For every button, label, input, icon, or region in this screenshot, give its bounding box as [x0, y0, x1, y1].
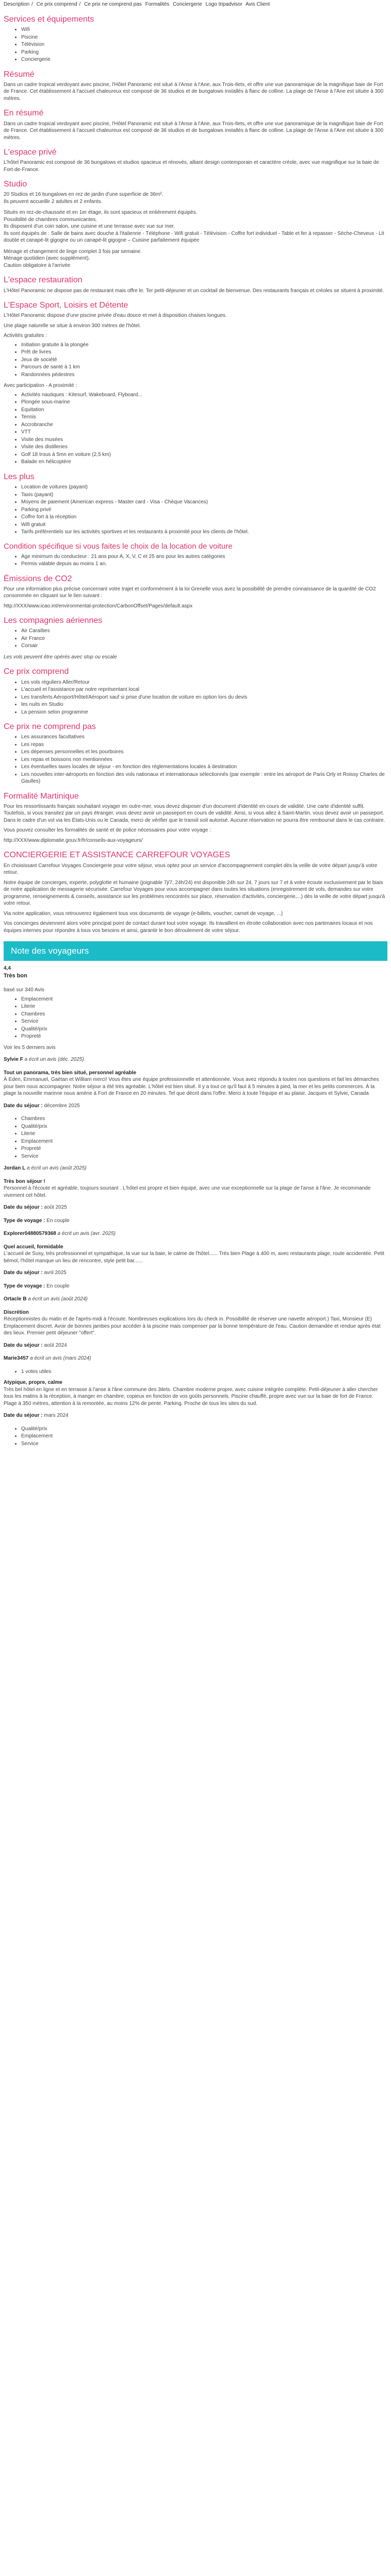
activite-item: • Balade en hélicoptère — [21, 459, 387, 466]
comprend-item: • Les transferts Aéroport/Hôtel/Aéroport sauf si prise d'une location de voiture en option lors du devis — [21, 694, 387, 701]
review-card — [4, 1056, 387, 1160]
anchor-conciergerie[interactable]: Conciergerie — [173, 2, 202, 7]
comprend-item: • La pension selon programme — [21, 709, 387, 716]
rating-criterion: • Qualité/prix — [21, 1026, 387, 1033]
activite-item: • Accrobranche — [21, 421, 387, 429]
compagnies-list — [4, 628, 387, 650]
review-date — [4, 1412, 387, 1419]
resume2-text: Dans un cadre tropical verdoyant avec piscine, l'Hôtel Panoramic est situé à l'Anse à l'Ane, aux Trois-Ilets, et offre une vue panoramique de la magnifique baie de Fort de France. Cet établissement à l'accueil chaleureux est composé de 36 studios et de bungalows installés à flanc de colline. La plage de l'Anse à l'Ane est située à 300 mètres. — [4, 121, 384, 141]
review-date-label: Date du séjour : — [4, 1103, 43, 1109]
activites-payantes-label: Avec participation - A proximité : — [4, 383, 77, 389]
ne-comprend-item: • Les nouvelles inter-aéroports en fonction des vols nationaux et internationaux sélectionnés (par exemple : entre les aéroport de Paris Orly et Roissy Charles de Gaulles) — [21, 771, 387, 785]
activite-item: • Jeux de société — [21, 357, 387, 364]
services-list — [4, 26, 387, 63]
review-card — [4, 1296, 387, 1349]
review-text: Très bel hôtel en ligne et en terrasse à l'anse à l'âne commune des 3ilets. Chambre moderne propre, avec cuisine intégrée complète. Petit-déjeuner à aller chercher tous les matins à la réception, à manger en chambre; copieux en fonction de vos goûts personnels. Piscine chauffé, propre avec vue sur la baie de fort de France. Plage à 350 mètres, attention à la remontée, au moins 12% de pente. Parking. Proche de tous les sites du sud. — [4, 1386, 378, 1406]
review-date-label: Date du séjour : — [4, 1205, 43, 1211]
activite-item: • Plongée sous-marine — [21, 399, 387, 406]
ne-comprend-item: • Les éventuelles taxes locales de séjour - en fonction des réglementations locales à destination — [21, 764, 387, 771]
activite-item: • Equitation — [21, 406, 387, 414]
activites-gratuites-list — [4, 342, 387, 379]
review-trip-label: Type de voyage : — [4, 1217, 45, 1224]
rating-score: 4,4 — [4, 965, 11, 972]
review-date — [4, 1103, 387, 1110]
review-criterion: • Qualité/prix — [21, 1123, 387, 1130]
review-author-line — [4, 1165, 387, 1172]
services-item: • Conciergerie — [21, 56, 387, 63]
review-written: a écrit un avis (août 2024) — [28, 1296, 88, 1302]
review-date-label: Date du séjour : — [4, 1413, 43, 1419]
studio-line: Ménage et changement de linge complet 3 fois par semaine. — [4, 248, 142, 255]
conciergerie-p4: Vos concierges deviennent alors votre principal point de contact durant tout votre voyage. Ils travaillent en étroite collaboration avec nos partenaires locaux et nos équipes internes pour répondre à tous vos besoins et ainsi, garantir le bon déroulement de votre séjour. — [4, 921, 373, 934]
formalite-title: Formalité Martinique — [4, 791, 79, 801]
review-text: Réceptionnistes du matin et de l'après-midi à l'écoute. Nombreuses explications lors du check in. Possibilité de réserver une navette aéroport.) Taxi, Monsieur (E) Emplacement discret. Avoir de bonnes jambes pour accéder à la piscine mais compenser par la bonne température de l'eau. Caution demandée et rendue après état des lieux. Premier petit déjeuner "offert". — [4, 1316, 381, 1336]
comprend-item: • les nuits en Studio — [21, 701, 387, 708]
review-author-line — [4, 1355, 387, 1362]
review-title: Quel accueil, formidable — [4, 1244, 63, 1250]
review-card — [4, 1355, 387, 1447]
review-criteria — [4, 1426, 387, 1448]
rating-criterion: • Chambres — [21, 1011, 387, 1018]
ne-comprend-item: • Les dépenses personnelles et les pourboires — [21, 749, 387, 756]
anchor-description[interactable]: Description — [4, 2, 30, 7]
compagnie-item: • Air France — [21, 635, 387, 642]
voyageurs-header: Note des voyageurs — [4, 941, 387, 961]
ne-comprend-list — [4, 734, 387, 785]
rating-criterion: • Service — [21, 1018, 387, 1025]
conciergerie-p1: En choisissant Carrefour Voyages Conciergerie pour votre séjour, vous optez pour un service d'accompagnement complet dès la veille de votre départ jusqu'à votre retour. — [4, 862, 378, 876]
review-written: a écrit un avis (avr. 2025) — [57, 1231, 116, 1237]
rating-criterion: • Emplacement — [21, 996, 387, 1003]
compagnie-item: • Air Caraïbes — [21, 628, 387, 635]
studio-line: Ils sont équipés de : Salle de bains avec douche à l'italienne - Téléphone - Wifi gratuit - Télévision - Coffre fort individuel - Table et fer à repasser - Sèche-Cheveux - Lit double et canapé-lit gigogne ou un canapé-lit gigogne – Cuisine parfaitement équipée — [4, 230, 384, 244]
activite-item: • Tennis — [21, 414, 387, 421]
comprend-item: • Les vols réguliers Aller/Retour — [21, 679, 387, 686]
rating-criterion: • Literie — [21, 1003, 387, 1010]
co2-title: Émissions de CO2 — [4, 574, 72, 583]
condition-item: • Age minimum du conducteur : 21 ans pour A, X, V, C et 25 ans pour les autres catégories — [21, 553, 387, 561]
review-trip — [4, 1283, 387, 1290]
anchor-prix-comprend[interactable]: Ce prix comprend — [36, 2, 77, 7]
plus-item: • Taxis (payant) — [21, 492, 387, 499]
rating-based: basé sur 340 Avis — [4, 987, 44, 993]
services-title: Services et équipements — [4, 15, 94, 24]
review-author: Jordan L — [4, 1165, 26, 1172]
review-text: L'accueil de Susy, très professionnel et sympathique, la vue sur la baie, le calme de l'hôtel...... Très bien Plage à 400 m, avec restaurants plage, route accidentée. Petit bémol, l'hôtel manque un lieu de rencontre, style petit bar...... — [4, 1251, 384, 1264]
review-title: Atypique, propre, calme — [4, 1380, 62, 1386]
review-criteria — [4, 1115, 387, 1160]
review-title: Discrétion — [4, 1309, 29, 1315]
formalite-link[interactable]: http://XXX/www.diplomatie.gouv.fr/fr/conseils-aux-voyageurs/ — [4, 837, 143, 843]
review-criterion: • Qualité/prix — [21, 1426, 387, 1433]
condition-item: • Permis valable depuis au moins 1 an. — [21, 561, 387, 568]
review-criterion: • Service — [21, 1440, 387, 1448]
review-written: a écrit un avis (mars 2024) — [30, 1355, 91, 1362]
review-card — [4, 1165, 387, 1224]
review-criterion: • Literie — [21, 1130, 387, 1138]
compagnies-note-text: Les vols peuvent être opérés avec stop ou escale — [4, 654, 117, 660]
ne-comprend-item: • Les repas et boissons non mentionnées — [21, 756, 387, 764]
plus-item: • Coffre fort à la réception — [21, 514, 387, 521]
studio-line: Situés en rez-de-chaussée et en 1er étage, ils sont spacieux et entièrement équipés. — [4, 210, 198, 216]
sport-text2: Une plage naturelle se situe à environ 300 mètres de l'hôtel. — [4, 323, 141, 329]
activite-item: • Visite des distilleries — [21, 444, 387, 451]
review-date-value: avril 2025 — [44, 1270, 67, 1276]
see-last-reviews-link[interactable]: Voir les 5 derniers avis — [4, 1044, 56, 1050]
review-title: Tout un panorama, très bien situé, personnel agréable — [4, 1070, 137, 1076]
comprend-item: • L'accueil et l'assistance par notre représentant local — [21, 686, 387, 693]
resume2-title: En résumé — [4, 109, 44, 118]
resume-title: Résumé — [4, 70, 35, 79]
review-date — [4, 1269, 387, 1277]
compagnie-item: • Corsair — [21, 642, 387, 650]
compagnies-title: Les compagnies aériennes — [4, 616, 103, 625]
review-author-line — [4, 1230, 387, 1238]
review-written: a écrit un avis (août 2025) — [27, 1165, 87, 1172]
condition-list — [4, 553, 387, 568]
sport-title: L'Espace Sport, Loisirs et Détente — [4, 301, 128, 310]
review-criterion: • Emplacement — [21, 1138, 387, 1145]
activites-gratuites-label: Activités gratuites : — [4, 333, 47, 339]
studio-line: Caution obligatoire à l'arrivée — [4, 262, 71, 268]
review-votes-item: • 1 votes utiles — [21, 1368, 387, 1376]
review-votes — [4, 1368, 387, 1376]
review-date-value: août 2024 — [44, 1342, 67, 1348]
review-criterion: • Chambres — [21, 1115, 387, 1123]
plus-item: • Wifi gratuit — [21, 521, 387, 529]
studio-line: 20 Studios et 16 bungalows en rez de jardin d'une superficie de 36m². — [4, 192, 164, 198]
conciergerie-title: CONCIERGERIE ET ASSISTANCE CARREFOUR VOYAGES — [4, 851, 231, 860]
review-title: Très bon séjour ! — [4, 1178, 45, 1184]
review-trip-value: En couple — [46, 1283, 70, 1289]
plus-item: • Parking privé — [21, 506, 387, 514]
activite-item: • Randonnées pédestres — [21, 371, 387, 379]
restauration-title: L'espace restauration — [4, 276, 83, 285]
resume-text: Dans un cadre tropical verdoyant avec piscine, l'Hôtel Panoramic est situé à l'Anse à l'Ane, aux Trois-Ilets, et offre une vue panoramique de la magnifique baie de Fort de France. Cet établissement à l'accueil chaleureux est composé de 36 studios et de bungalows installés à flanc de colline. La plage de l'Anse à l'Ane est située à 300 mètres. — [4, 81, 384, 101]
restauration-text: L'Hôtel Panoramic ne dispose pas de restaurant mais offre le. Ter petit-déjeuner et un cocktail de bienvenue. Des restaurants français et créoles se situent à proximité. — [4, 287, 384, 294]
review-date-label: Date du séjour : — [4, 1270, 43, 1276]
rating-word: Très bon — [4, 972, 27, 979]
review-author: Explorer04880579368 — [4, 1231, 56, 1237]
services-item: • Piscine — [21, 34, 387, 41]
activite-item: • Parcours de santé à 1 km — [21, 364, 387, 371]
review-criterion: • Service — [21, 1153, 387, 1160]
plus-list — [4, 484, 387, 536]
studio-text — [4, 191, 387, 269]
review-criterion: • Emplacement — [21, 1433, 387, 1440]
review-author: Sylvie F — [4, 1057, 23, 1063]
plus-item: • Tarifs préférentiels sur les activités sportives et les restaurants à proximité pour les clients de l'hôtel. — [21, 529, 387, 536]
ne-comprend-item: • Les repas — [21, 741, 387, 749]
review-date-value: août 2025 — [44, 1205, 67, 1211]
review-author-line — [4, 1296, 387, 1303]
studio-title: Studio — [4, 180, 27, 189]
studio-line: Ménage quotidien (avec supplément). — [4, 256, 90, 262]
comprend-list — [4, 679, 387, 716]
espace-prive-text: L'hôtel Panoramic est composé de 36 bungalows et studios spacieux et rénovés, alliant design contemporain et caractère créole, avec vue magnifique sur la baie de Fort-de-France. — [4, 160, 379, 173]
co2-link[interactable]: http://XXX/www.icao.int/environmental-protection/CarbonOffset/Pages/default.aspx — [4, 603, 193, 609]
review-criterion: • Propreté — [21, 1145, 387, 1153]
formalite-text2: Vous pouvez consulter les formalités de santé et de police nécessaires pour votre voyage : — [4, 827, 211, 834]
studio-line: Ils peuvent accueillir 2 adultes et 2 enfants. — [4, 198, 103, 205]
review-date-value: décembre 2025 — [44, 1103, 80, 1109]
studio-line: Possibilité de chambres communicantes. — [4, 216, 97, 223]
plus-item: • Location de voitures (payant) — [21, 484, 387, 491]
activite-item: • Prêt de livres — [21, 349, 387, 356]
plus-title: Les plus — [4, 472, 35, 481]
condition-title: Condition spécifique si vous faites le choix de la location de voiture — [4, 541, 233, 551]
activite-item: • Visite des musées — [21, 436, 387, 444]
review-trip-label: Type de voyage : — [4, 1283, 45, 1289]
services-item: • Wifi — [21, 26, 387, 33]
activite-item: • VTT — [21, 429, 387, 436]
sport-text1: L'Hôtel Panoramic dispose d'une piscine privée d'eau douce et met à disposition chaises longues. — [4, 313, 227, 319]
conciergerie-p3: Via notre application, vous retrouverez également tous vos documents de voyage (e-billets, voucher, carnet de voyage, ...) — [4, 910, 283, 917]
activites-payantes-list — [4, 392, 387, 466]
activite-item: • Initiation gratuite à la plongée — [21, 342, 387, 349]
review-author-line — [4, 1056, 387, 1063]
review-text: Personnel à l'écoute et agréable, toujours souriant . L'hôtel est propre et bien équipé, avec une vue exceptionnelle sur la plage de l'anse à l'âne. Je recommande vivement cet hôtel. — [4, 1185, 371, 1198]
activite-item: • Golf 18 trous à 5mn en voiture (2,5 km) — [21, 451, 387, 459]
rating-criterion: • Propreté — [21, 1033, 387, 1040]
plus-item: • Moyens de paiement (American express - Master card - Visa - Chèque Vacances) — [21, 499, 387, 506]
review-date — [4, 1204, 387, 1211]
ne-comprend-title: Ce prix ne comprend pas — [4, 722, 96, 732]
ne-comprend-item: • Les assurances facultatives — [21, 734, 387, 741]
review-written: a écrit un avis (déc. 2025) — [24, 1057, 84, 1063]
breadcrumb: Description / Ce prix comprend / Ce prix ne comprend pas Formalités Conciergerie Logo tripadvisor Avis Client — [4, 2, 270, 7]
formalite-text1: Pour les ressortissants français souhaitant voyager en outre-mer, vous devez disposer d'un document d'identité en cours de validité. Une carte d'identité suffit. Toutefois, si vous transitez par un pays étranger, vous devez avoir un passeport en cours de validité. Ainsi, si vous allez à Saint-Martin, vous devez avoir un passeport. Dans le cadre d'un vol via les États-Unis ou le Canada, merci de vérifier que le transit soit autorisé. Aucune réservation ne pourra être remboursé dans le cas contraire. — [4, 803, 385, 823]
activite-item: • Activités nautiques : Kitesurf, Wakeboard, Flyboard... — [21, 392, 387, 399]
review-author: Ortacle B — [4, 1296, 27, 1302]
review-date-value: mars 2024 — [44, 1413, 69, 1419]
review-date-label: Date du séjour : — [4, 1342, 43, 1348]
conciergerie-p2: Notre équipe de concierges, experte, polyglotte et humaine (joignable 7j/7, 24h/24) est disponible 24h sur 24, 7 jours sur 7 et à votre écoute exclusivement par le biais de notre application de messagerie sécurisée. Carrefour Voyages pour vous accompagner dans toutes les situations (enregistrement de vols, demandes sur votre programme, renseignements & conseils, assistance sur les problèmes rencontrés sur place, réservation d'activités, conciergerie,...) dès la veille de votre départ jusqu'à votre retour. — [4, 879, 385, 907]
services-item: • Télévision — [21, 41, 387, 48]
services-item: • Parking — [21, 49, 387, 56]
studio-line: Ils disposent d'un coin salon, une cuisine et une terrasse avec vue sur mer. — [4, 224, 175, 230]
review-trip-value: En couple — [46, 1217, 70, 1224]
review-card — [4, 1230, 387, 1290]
review-trip — [4, 1217, 387, 1225]
review-text: À Eden, Emmanuel, Gaëtan et William merci! Vous êtes une équipe professionnelle et attentionnée. Vous avez répondu à toutes nos questions et fait les démarches pour bien nous accompagner. Notre séjour a été très agréable. L'hôtel est bien situé. Il y a tout ce qu'il faut à 5 minutes à pied, la mer et les petits commerces. À la plage la nouvelle marinne nous amène à Fort de France en 20 minutes. Tel que décrit dans l'offre. Merci à toute l'équipe et au plaisir. Jacques et Sylvie, Canada — [4, 1077, 379, 1097]
anchor-avis-client[interactable]: Avis Client — [245, 2, 270, 7]
espace-prive-title: L'espace privé — [4, 148, 57, 157]
compagnies-note — [4, 654, 387, 661]
review-date — [4, 1342, 387, 1349]
anchor-formalites[interactable]: Formalités — [145, 2, 170, 7]
review-author: Marie3457 — [4, 1355, 29, 1362]
anchor-prix-ne-comprend[interactable]: Ce prix ne comprend pas — [84, 2, 142, 7]
anchor-tripadvisor[interactable]: Logo tripadvisor — [205, 2, 242, 7]
rating-criteria-list — [4, 996, 387, 1040]
comprend-title: Ce prix comprend — [4, 667, 69, 676]
co2-text: Pour une information plus précise concernant votre trajet et conformément à la loi Grenelle vous avez la possibilité de prendre connaissance de la quantité de CO2 consommée en cliquant sur le lien suivant : — [4, 586, 376, 599]
